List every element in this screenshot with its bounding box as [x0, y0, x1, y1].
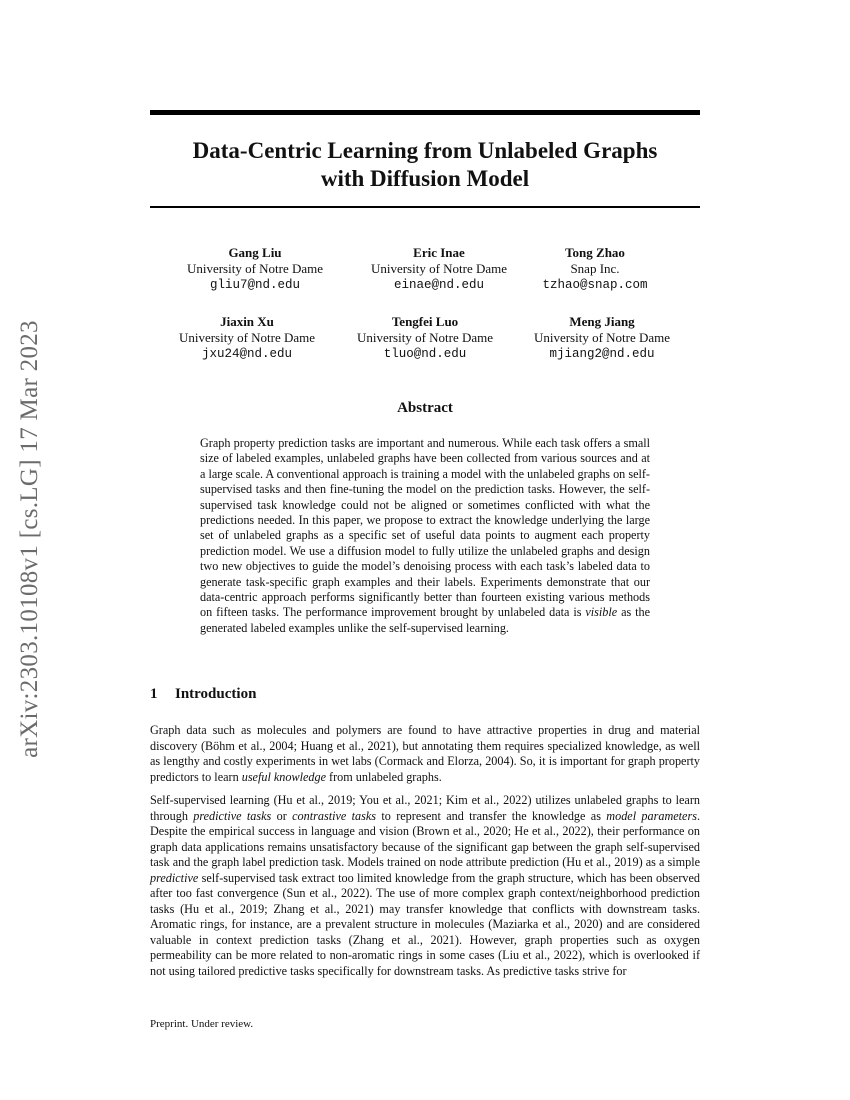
author-affiliation: Snap Inc. — [570, 261, 620, 276]
title-line-2: with Diffusion Model — [320, 166, 530, 191]
author-name: Jiaxin Xu — [220, 314, 274, 329]
author-block — [155, 245, 355, 293]
author-email[interactable]: mjiang2@nd.edu — [549, 347, 655, 361]
intro-paragraph-2: Self-supervised learning (Hu et al., 2019; You et al., 2021; Kim et al., 2022) utilizes unlabeled graphs to learn through predictive tasks or contrastive tasks to represent and transfer the knowledge as model parameters. Despite the empirical success in language and vision (Brown et al., 2020; He et al., 2022), their performance on graph data applications remains unsatisfactory because of the significant gap between the graph self-supervised task and the graph label prediction task. Models trained on node attribute prediction (Hu et al., 2019) as a simple predictive self-supervised task extract too limited knowledge from the graph structure, which has been observed after too fast convergence (Sun et al., 2022). The use of more complex graph context/neighborhood prediction tasks (Hu et al., 2019; Zhang et al., 2021) may transfer knowledge that conflicts with downstream tasks. Aromatic rings, for instance, are a prevalent structure in molecules (Maziarka et al., 2020) and are considered valuable in context prediction tasks (Zhang et al., 2021). However, graph properties such as oxygen permeability can be more related to non-aromatic rings in some cases (Liu et al., 2022), which is overlooked if not using tailored predictive tasks specifically for downstream tasks. As predictive tasks strive for — [150, 793, 700, 978]
author-block — [147, 314, 347, 362]
author-affiliation: University of Notre Dame — [533, 330, 671, 345]
author-block — [502, 314, 702, 362]
paper-title — [150, 137, 700, 193]
footer-note: Preprint. Under review. — [150, 1018, 254, 1030]
author-name: Tengfei Luo — [391, 314, 459, 329]
author-name: Tong Zhao — [565, 245, 625, 260]
author-affiliation: University of Notre Dame — [186, 261, 324, 276]
author-name: Meng Jiang — [569, 314, 635, 329]
author-email[interactable]: tzhao@snap.com — [542, 278, 648, 292]
author-block — [325, 314, 525, 362]
author-email[interactable]: einae@nd.edu — [393, 278, 484, 292]
author-name: Eric Inae — [413, 245, 465, 260]
section-heading-introduction — [150, 686, 256, 703]
section-number: 1 — [150, 686, 158, 702]
title-top-rule — [150, 110, 700, 115]
abstract-text: Graph property prediction tasks are important and numerous. While each task offers a small size of labeled examples, unlabeled graphs have been collected from various sources and at a large scale. A conventional approach is training a model with the unlabeled graphs on self-supervised tasks and then fine-tuning the model on the prediction tasks. However, the self-supervised task knowledge could not be aligned or sometimes conflicted with what the predictions needed. In this paper, we propose to extract the knowledge underlying the large set of unlabeled graphs as a specific set of useful data points to augment each property prediction model. We use a diffusion model to fully utilize the unlabeled graphs and design two new objectives to guide the model’s denoising process with each task’s labeled data to generate task-specific graph examples and their labels. Experiments demonstrate that our data-centric approach performs significantly better than fourteen existing various methods on fifteen tasks. The performance improvement brought by unlabeled data is visible as the generated labeled examples unlike the self-supervised learning. — [200, 436, 651, 635]
intro-paragraph-1: Graph data such as molecules and polymers are found to have attractive properties in drug and material discovery (Böhm et al., 2004; Huang et al., 2021), but annotating them requires specialized knowledge, as well as lengthy and costly experiments in wet labs (Cormack and Elorza, 2004). So, it is important for graph property predictors to learn useful knowledge from unlabeled graphs. — [150, 723, 700, 784]
author-affiliation: University of Notre Dame — [356, 330, 494, 345]
author-affiliation: University of Notre Dame — [178, 330, 316, 345]
author-name: Gang Liu — [228, 245, 282, 260]
title-bottom-rule — [150, 206, 700, 208]
abstract-heading: Abstract — [397, 400, 453, 416]
title-line-1: Data-Centric Learning from Unlabeled Graphs — [192, 138, 658, 163]
author-email[interactable]: tluo@nd.edu — [383, 347, 467, 361]
author-email[interactable]: gliu7@nd.edu — [209, 278, 300, 292]
arxiv-side-identifier — [0, 296, 60, 782]
author-affiliation: University of Notre Dame — [370, 261, 508, 276]
section-title: Introduction — [175, 686, 257, 702]
arxiv-id-text: arXiv:2303.10108v1 [cs.LG] 17 Mar 2023 — [16, 320, 43, 758]
author-block — [495, 245, 695, 293]
author-email[interactable]: jxu24@nd.edu — [201, 347, 292, 361]
